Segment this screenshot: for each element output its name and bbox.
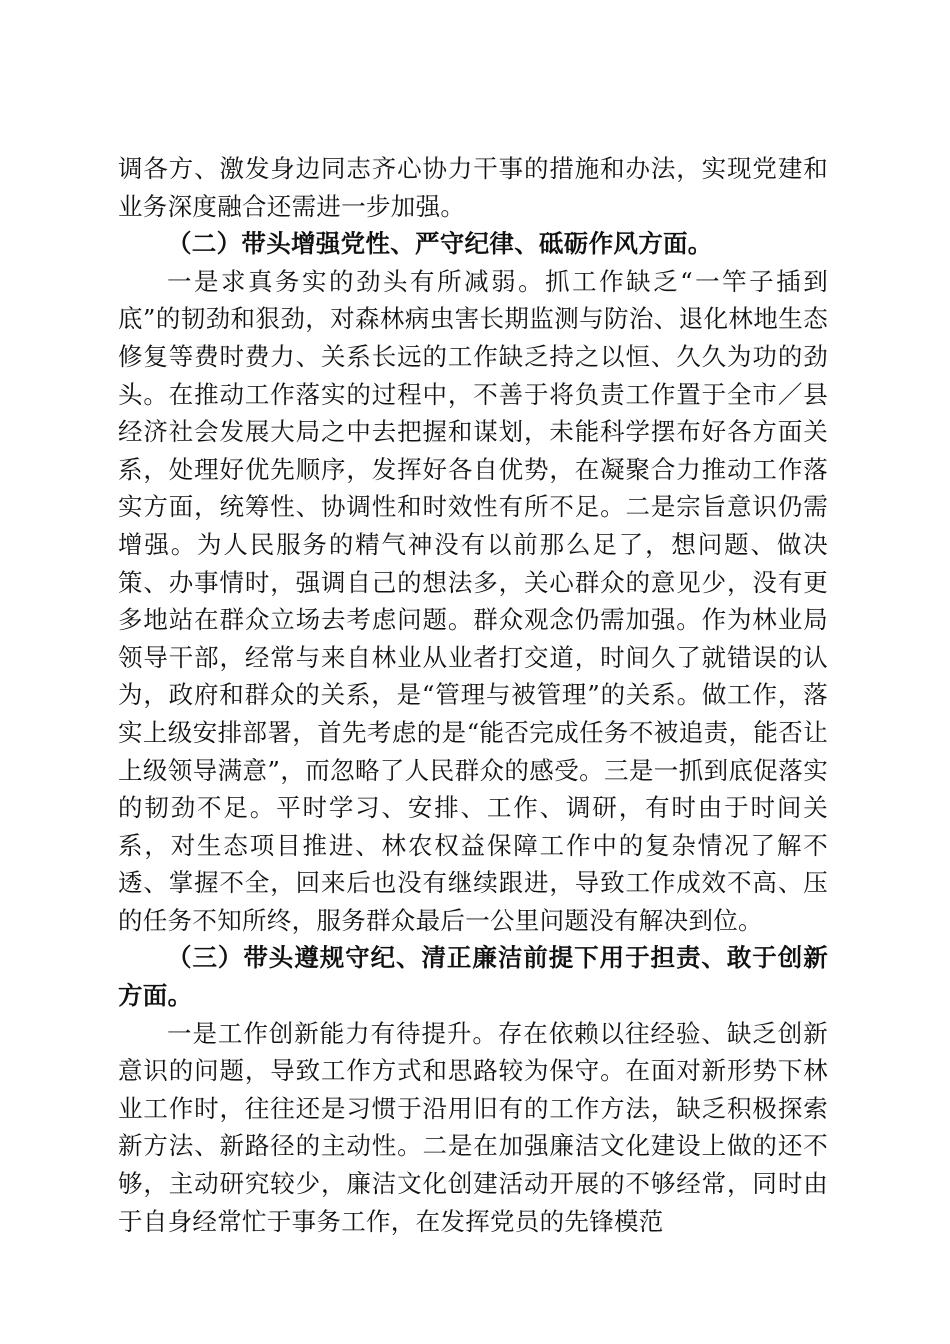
document-body	[118, 150, 828, 1240]
section-heading-3: （三）带头遵规守纪、清正廉洁前提下用于担责、敢于创新方面。	[118, 943, 828, 1011]
section-heading-2: （二）带头增强党性、严守纪律、砥砺作风方面。	[167, 229, 713, 259]
paragraph-continuation: 调各方、激发身边同志齐心协力干事的措施和办法，实现党建和业务深度融合还需进一步加强。	[118, 154, 828, 221]
paragraph-section-3: 一是工作创新能力有待提升。存在依赖以往经验、缺乏创新意识的问题，导致工作方式和思路较为保守。在面对新形势下林业工作时，往往还是习惯于沿用旧有的工作方法，缺乏积极探索新方法、新路径的主动性。二是在加强廉洁文化建设上做的还不够，主动研究较少，廉洁文化创建活动开展的不够经常，同时由于自身经常忙于事务工作，在发挥党员的先锋模范	[118, 1018, 828, 1236]
paragraph-section-2: 一是求真务实的劲头有所减弱。抓工作缺乏“一竿子插到底”的韧劲和狠劲，对森林病虫害长期监测与防治、退化林地生态修复等费时费力、关系长远的工作缺乏持之以恒、久久为功的劲头。在推动工作落实的过程中，不善于将负责工作置于全市／县经济社会发展大局之中去把握和谋划，未能科学摆布好各方面关系，处理好优先顺序，发挥好各自优势，在凝聚合力推动工作落实方面，统筹性、协调性和时效性有所不足。二是宗旨意识仍需增强。为人民服务的精气神没有以前那么足了，想问题、做决策、办事情时，强调自己的想法多，关心群众的意见少，没有更多地站在群众立场去考虑问题。群众观念仍需加强。作为林业局领导干部，经常与来自林业从业者打交道，时间久了就错误的认为，政府和群众的关系，是“管理与被管理”的关系。做工作，落实上级安排部署，首先考虑的是“能否完成任务不被追责，能否让上级领导满意”，而忽略了人民群众的感受。三是一抓到底促落实的韧劲不足。平时学习、安排、工作、调研，有时由于时间关系，对生态项目推进、林农权益保障工作中的复杂情况了解不透、掌握不全，回来后也没有继续跟进，导致工作成效不高、压的任务不知所终，服务群众最后一公里问题没有解决到位。	[118, 266, 828, 935]
